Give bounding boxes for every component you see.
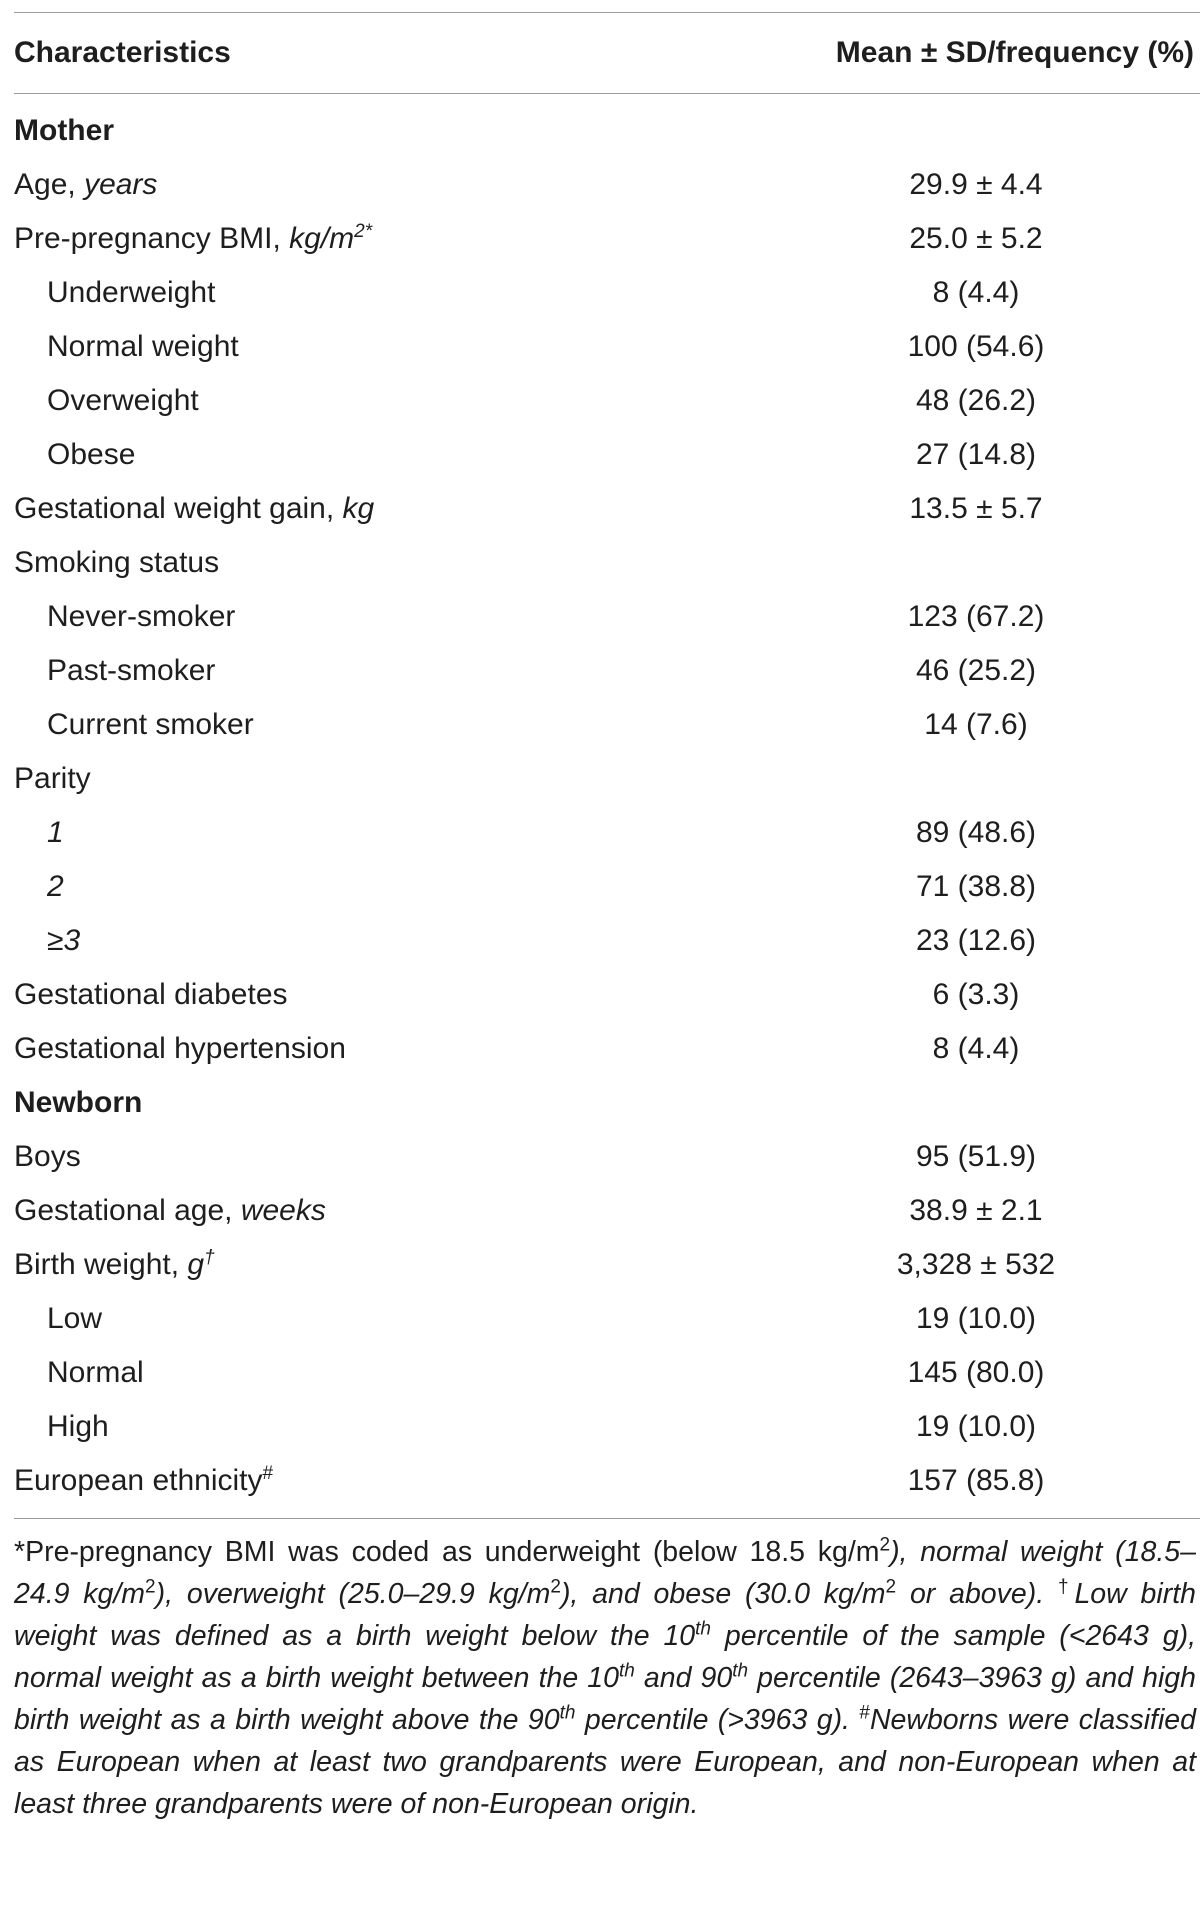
row-value: 23 (12.6) [915,924,1037,957]
row-value: 100 (54.6) [907,330,1045,363]
table-row [14,320,1200,374]
table-row [14,1292,1200,1346]
row-label: ≥3 [47,924,81,957]
header-mean-sd-frequency: Mean ± SD/frequency (%) [835,36,1194,69]
table-row [14,1454,1200,1508]
table-row [14,1400,1200,1454]
row-label: Newborn [14,1086,143,1119]
row-label: Low [47,1302,103,1335]
row-label: Pre-pregnancy BMI, $kg/m^{2*}$ [14,221,373,255]
row-label: Current smoker [47,708,254,741]
row-value: 95 (51.9) [915,1140,1037,1173]
row-label: Overweight [47,384,199,417]
row-superscript: † [204,1247,215,1268]
row-value: 38.9 ± 2.1 [909,1194,1043,1227]
row-superscript: 2* [354,221,373,242]
row-label: Gestational age, weeks [14,1194,326,1227]
row-label: Parity [14,762,91,795]
row-unit: g [187,1248,205,1281]
row-superscript: # [262,1463,274,1484]
row-label: Normal [47,1356,144,1389]
row-label: Gestational weight gain, kg [14,492,375,525]
table-row [14,752,1200,806]
row-value: 27 (14.8) [915,438,1037,471]
table-row [14,1184,1200,1238]
row-value: 71 (38.8) [915,870,1037,903]
row-value: 46 (25.2) [915,654,1037,687]
row-value: 19 (10.0) [915,1410,1037,1443]
row-label: Age, years [14,168,158,201]
footnote-dagger-mark: † [1057,1576,1075,1598]
section-row [14,1076,1200,1130]
row-unit: kg [342,492,375,525]
table-row [14,860,1200,914]
row-label: European ethnicity# [14,1463,274,1497]
row-label: 1 [47,816,64,849]
table-row [14,1022,1200,1076]
row-value: 25.0 ± 5.2 [909,222,1043,255]
table-body [14,94,1200,1508]
row-label: Past-smoker [47,654,216,687]
table-row [14,968,1200,1022]
row-label: Never-smoker [47,600,236,633]
table-row [14,374,1200,428]
table-row [14,482,1200,536]
row-label: Smoking status [14,546,220,579]
table-row [14,158,1200,212]
table-row [14,644,1200,698]
table-row [14,536,1200,590]
row-label: High [47,1410,109,1443]
row-value: 123 (67.2) [907,600,1045,633]
table-footnote: *Pre-pregnancy BMI was coded as underweight (below 18.5 $kg/m^2$), normal weight (18.5–24.9 $kg/m^2$), overweight (25.0–29.9 $kg/m^2$), and obese (30.0 $kg/m^2$ or above). †Low birth weight was defined as a birth weight below the 10th percentile of the sample (<2643 g), normal weight as a birth weight between the 10th and 90th percentile (2643–3963 g) and high birth weight as a birth weight above the 90th percentile (>3963 g). #Newborns were classified as European when at least two grandparents were European, and non-European when at least three grandparents were of non-European origin. [14,1534,1196,1820]
row-value: 3,328 ± 532 [896,1248,1056,1281]
row-value: 13.5 ± 5.7 [909,492,1043,525]
footnote-hash-text: Newborns were classified as European when at least two grandparents were European, and non-European when at least three grandparents were of non-European origin. [14,1704,1196,1820]
section-row [14,104,1200,158]
table-row [14,1346,1200,1400]
header-characteristics: Characteristics [14,36,231,69]
row-value: 29.9 ± 4.4 [909,168,1043,201]
row-label: Mother [14,114,114,147]
table-row [14,698,1200,752]
row-value: 48 (26.2) [915,384,1037,417]
table-container [14,12,1200,1825]
row-label: Normal weight [47,330,239,363]
table-header [14,13,1200,94]
footnote-dagger-text: Low birth weight was defined as a birth weight below the 10 [14,1578,1196,1652]
row-value: 157 (85.8) [907,1464,1045,1497]
table-row [14,1238,1200,1292]
row-value: 8 (4.4) [932,1032,1020,1065]
row-unit: years [84,168,158,201]
footnote-asterisk-text: *Pre-pregnancy BMI was coded as underweight (below 18.5 kg/m [14,1536,880,1568]
row-value: 89 (48.6) [915,816,1037,849]
row-label: Underweight [47,276,216,309]
table-row [14,1130,1200,1184]
row-value: 19 (10.0) [915,1302,1037,1335]
row-label: 2 [47,870,64,903]
row-value: 14 (7.6) [924,708,1028,741]
table-row [14,428,1200,482]
table-row [14,806,1200,860]
row-label: Gestational diabetes [14,978,288,1011]
table-row [14,266,1200,320]
row-label: Obese [47,438,136,471]
row-label: Birth weight, g† [14,1247,215,1281]
row-value: 145 (80.0) [907,1356,1045,1389]
row-label: Gestational hypertension [14,1032,346,1065]
row-label: Boys [14,1140,81,1173]
row-unit: kg/m [289,222,355,255]
table-row [14,914,1200,968]
row-value: 6 (3.3) [932,978,1020,1011]
table-row [14,590,1200,644]
table-row [14,212,1200,266]
row-value: 8 (4.4) [932,276,1020,309]
footnote-hash-mark: # [859,1702,870,1724]
row-unit: weeks [240,1194,326,1227]
